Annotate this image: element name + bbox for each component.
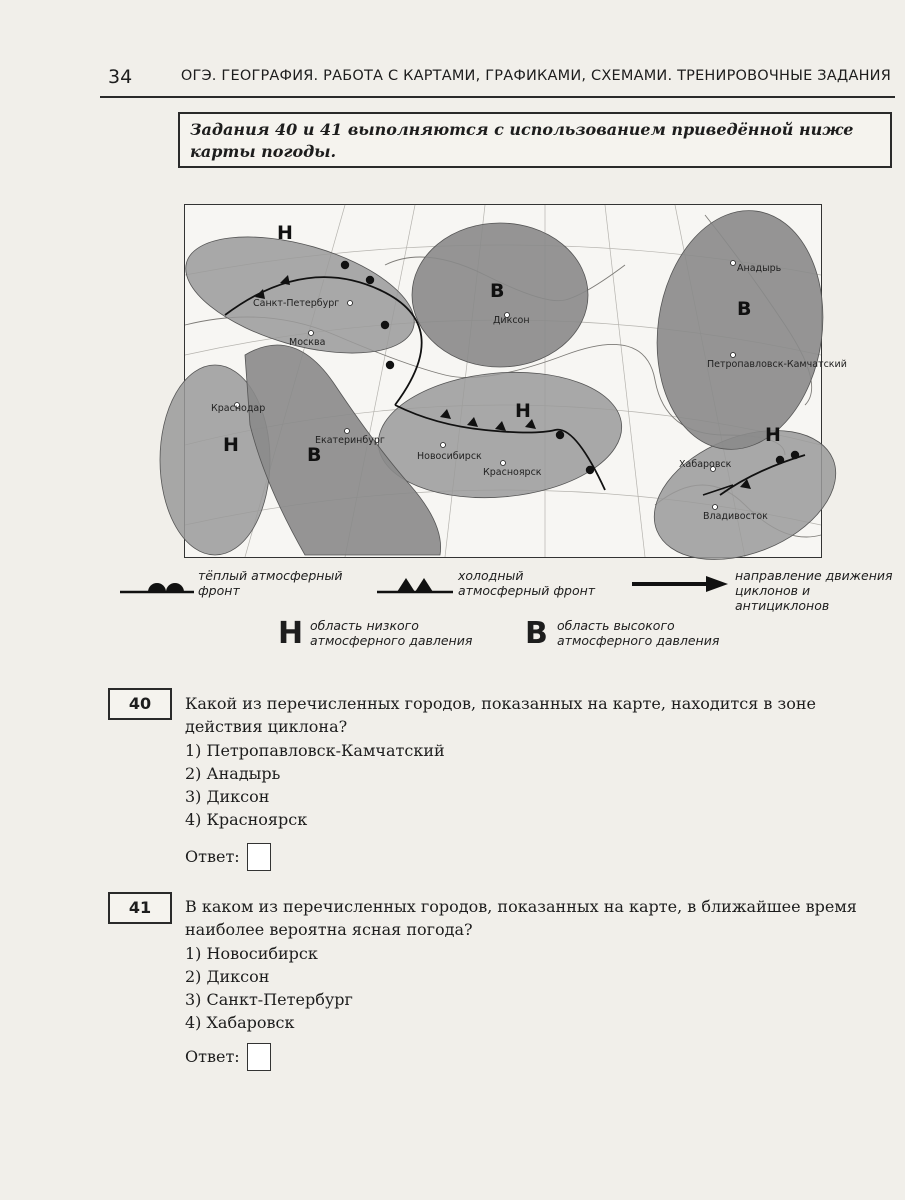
low-area-siberia [373, 363, 627, 508]
question-40-option: 2) Анадырь [185, 764, 281, 783]
high-pressure-letter: В [490, 280, 505, 302]
direction-arrow-symbol [630, 574, 730, 594]
city-label: Екатеринбург [315, 435, 385, 446]
question-number-41: 41 [108, 892, 172, 924]
city-label: Красноярск [483, 467, 542, 478]
city-label: Анадырь [737, 263, 782, 274]
cold-front-label: холодный атмосферный фронт [458, 568, 596, 598]
city-label: Новосибирск [417, 451, 482, 462]
question-number-40: 40 [108, 688, 172, 720]
city-label: Краснодар [211, 403, 266, 414]
question-41-option: 4) Хабаровск [185, 1013, 295, 1032]
question-text-40: Какой из перечисленных городов, показанных на карте, находится в зоне действия циклона? [185, 694, 816, 736]
city-label: Петропавловск-Камчатский [707, 359, 847, 370]
city-label: Владивосток [703, 511, 768, 522]
low-pressure-letter: Н [765, 424, 781, 446]
high-area-kamchatka [642, 200, 838, 460]
map-legend [110, 560, 900, 660]
city-label: Москва [289, 337, 326, 348]
question-text-41: В каком из перечисленных городов, показанных на карте, в ближайшее время наиболее вероятна ясная погода? [185, 897, 857, 939]
low-pressure-letter: Н [223, 434, 239, 456]
city-label: Хабаровск [679, 459, 732, 470]
high-pressure-label: область высокого атмосферного давления [557, 618, 720, 648]
low-pressure-letter: Н [515, 400, 531, 422]
answer-box-40[interactable] [247, 843, 271, 871]
answer-box-41[interactable] [247, 1043, 271, 1071]
page-header [100, 62, 895, 98]
answer-label-40: Ответ: [185, 847, 240, 866]
high-pressure-symbol: В [525, 616, 548, 651]
direction-label: направление движения циклонов и антициклонов [735, 568, 893, 613]
warm-front-symbol [118, 574, 196, 596]
warm-front-label: тёплый атмосферный фронт [198, 568, 343, 598]
high-pressure-letter: В [737, 298, 752, 320]
question-41-option: 2) Диксон [185, 967, 270, 986]
question-41-option: 1) Новосибирск [185, 944, 318, 963]
city-label: Санкт-Петербург [253, 298, 340, 309]
weather-map-svg [185, 205, 847, 557]
city-label: Диксон [493, 315, 530, 326]
running-title: ОГЭ. ГЕОГРАФИЯ. РАБОТА С КАРТАМИ, ГРАФИКАМИ, СХЕМАМИ. ТРЕНИРОВОЧНЫЕ ЗАДАНИЯ [180, 68, 891, 84]
question-41-option: 3) Санкт-Петербург [185, 990, 353, 1009]
page-number: 34 [108, 66, 133, 88]
high-pressure-letter: В [307, 444, 322, 466]
question-40-option: 4) Красноярск [185, 810, 308, 829]
question-40-option: 3) Диксон [185, 787, 270, 806]
weather-map [184, 204, 847, 558]
tasks-intro-box [178, 112, 892, 168]
low-pressure-symbol: Н [278, 616, 304, 651]
low-pressure-letter: Н [277, 222, 293, 244]
tasks-intro-text: Задания 40 и 41 выполняются с использованием приведённой ниже карты погоды. [190, 120, 854, 161]
cold-front-symbol [375, 572, 455, 596]
low-pressure-label: область низкого атмосферного давления [310, 618, 473, 648]
answer-label-41: Ответ: [185, 1047, 240, 1066]
question-40-option: 1) Петропавловск-Камчатский [185, 741, 445, 760]
